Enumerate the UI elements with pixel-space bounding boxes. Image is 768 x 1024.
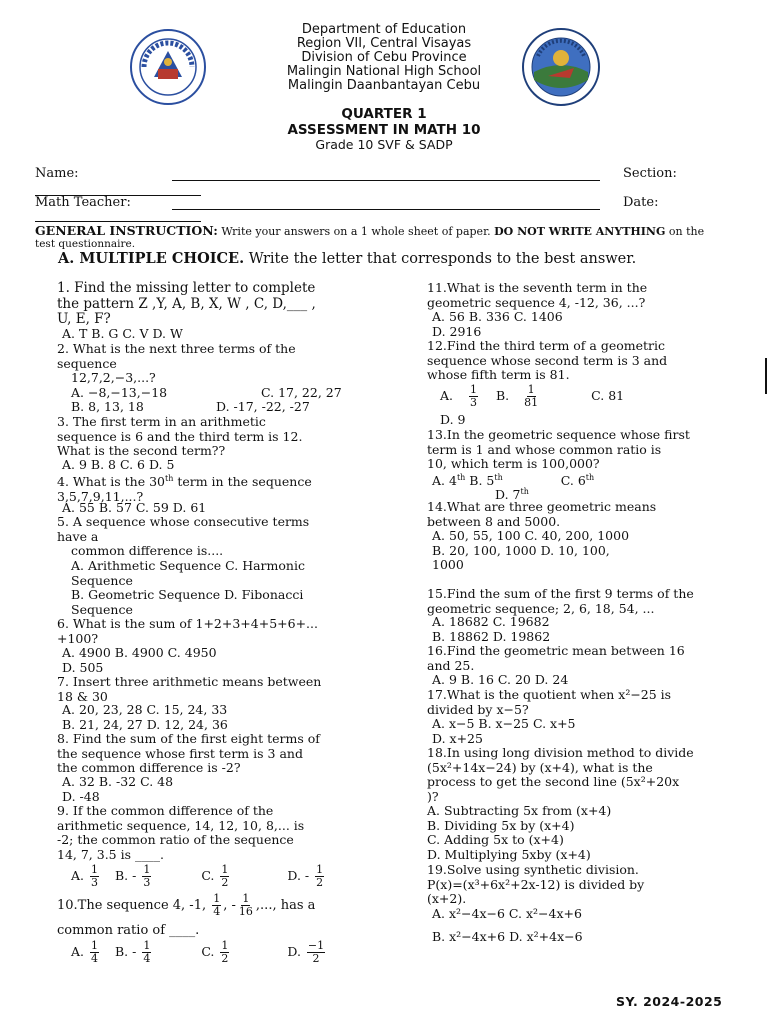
q19-options-line-1: A. x²−4x−6 C. x²−4x+6 bbox=[432, 906, 582, 921]
q9-c-den: 2 bbox=[221, 876, 229, 889]
q15-line-1: 15.Find the sum of the first 9 terms of the bbox=[427, 586, 694, 601]
q5-options bbox=[71, 559, 305, 617]
q8-options bbox=[62, 775, 173, 804]
part-a-heading bbox=[58, 250, 636, 267]
q2-option-a: A. −8,−13,−18 bbox=[71, 385, 168, 400]
q3-line-3: What is the second term?? bbox=[57, 443, 226, 459]
q18-line-4: )? bbox=[427, 788, 439, 804]
q4-sup: th bbox=[164, 474, 174, 483]
q7-options bbox=[62, 703, 228, 732]
q10-f1-den: 4 bbox=[213, 905, 221, 918]
q10-fraction-2 bbox=[238, 893, 254, 918]
question-15 bbox=[427, 587, 694, 616]
q9-line-4: 14, 7, 3.5 is ____. bbox=[57, 846, 164, 862]
q13-line-3: 10, which term is 100,000? bbox=[427, 456, 600, 472]
q14-options-line-2: B. 20, 100, 1000 D. 10, 100, bbox=[432, 542, 610, 558]
q5-options-line-3: B. Geometric Sequence D. Fibonacci bbox=[71, 587, 304, 603]
q18-options-line-2: B. Dividing 5x by (x+4) bbox=[427, 817, 575, 833]
q10-b-num: 1 bbox=[143, 939, 151, 952]
q9-c-num: 1 bbox=[221, 863, 229, 876]
q9-option-a: A. bbox=[71, 868, 85, 883]
q10-f2-num: 1 bbox=[242, 892, 250, 905]
q10-option-d-fraction bbox=[307, 940, 325, 965]
q9-line-2: arithmetic sequence, 14, 12, 10, 8,... is bbox=[57, 817, 305, 833]
q18-options-line-1: A. Subtracting 5x from (x+4) bbox=[427, 803, 612, 818]
general-instruction bbox=[35, 224, 735, 238]
q13-a-sup: th bbox=[456, 473, 466, 482]
q1-line-3: U, E, F? bbox=[57, 311, 111, 327]
q10-f1-num: 1 bbox=[213, 892, 221, 905]
question-10 bbox=[57, 893, 315, 918]
question-13 bbox=[427, 428, 690, 472]
q16-options: A. 9 B. 16 C. 20 D. 24 bbox=[432, 672, 569, 687]
q10-d-num: −1 bbox=[307, 939, 325, 952]
name-label: Name: bbox=[35, 166, 79, 181]
q9-a-den: 3 bbox=[91, 876, 98, 889]
q10-option-a: A. bbox=[71, 944, 85, 959]
q17-line-1: 17.What is the quotient when x²−25 is bbox=[427, 687, 672, 702]
q6-line-1: 6. What is the sum of 1+2+3+4+5+6+... bbox=[57, 616, 318, 631]
q12-line-3: whose fifth term is 81. bbox=[427, 367, 570, 383]
instruction-label: GENERAL INSTRUCTION: bbox=[35, 223, 218, 238]
q10-b-den: 4 bbox=[143, 952, 151, 965]
q11-options-line-2: D. 2916 bbox=[432, 323, 482, 339]
q13-line-2: term is 1 and whose common ratio is bbox=[427, 441, 662, 457]
question-5 bbox=[57, 515, 309, 559]
question-3 bbox=[57, 415, 302, 459]
instruction-bold: DO NOT WRITE ANYTHING bbox=[494, 225, 666, 238]
q3-options: A. 9 B. 8 C. 6 D. 5 bbox=[62, 457, 175, 472]
q18-options bbox=[427, 804, 611, 862]
question-9 bbox=[57, 804, 304, 862]
q6-options bbox=[62, 646, 217, 675]
question-2 bbox=[57, 342, 296, 386]
teacher-label: Math Teacher: bbox=[35, 195, 131, 210]
part-a-label: A. MULTIPLE CHOICE. bbox=[58, 250, 245, 267]
q17-options-line-2: D. x+25 bbox=[432, 730, 483, 746]
q11-line-2: geometric sequence 4, -12, 36, ...? bbox=[427, 294, 646, 310]
q13-option-d: D. 7 bbox=[495, 487, 521, 503]
q10-d-den: 2 bbox=[312, 952, 320, 965]
q10-c-num: 1 bbox=[221, 939, 229, 952]
q13-option-b: B. 5 bbox=[465, 473, 495, 489]
q14-options-line-3: 1000 bbox=[432, 557, 464, 573]
q8-line-1: 8. Find the sum of the first eight terms of bbox=[57, 731, 320, 746]
q18-line-1: 18.In using long division method to divide bbox=[427, 745, 694, 760]
q4-line-2: 3,5,7,9,11,...? bbox=[57, 488, 144, 504]
q1-options: A. T B. G C. V D. W bbox=[62, 326, 183, 341]
q10-option-d: D. bbox=[287, 944, 301, 959]
q12-option-b-fraction bbox=[523, 384, 539, 409]
q10-text-b: , - bbox=[223, 898, 236, 913]
q10-option-c: C. bbox=[201, 944, 215, 959]
q15-options-line-1: A. 18682 C. 19682 bbox=[432, 614, 550, 629]
q18-options-line-3: C. Adding 5x to (x+4) bbox=[427, 832, 564, 848]
q9-option-a-fraction bbox=[90, 864, 99, 889]
q8-options-line-2: D. -48 bbox=[62, 788, 100, 804]
q10-a-den: 4 bbox=[91, 952, 98, 965]
question-1 bbox=[57, 281, 316, 328]
q14-options bbox=[432, 529, 629, 573]
q10-options bbox=[71, 940, 327, 965]
q11-options-line-1: A. 56 B. 336 C. 1406 bbox=[432, 309, 563, 324]
q5-line-3: common difference is.... bbox=[71, 543, 224, 559]
q5-line-1: 5. A sequence whose consecutive terms bbox=[57, 514, 310, 529]
q9-option-d: D. - bbox=[287, 868, 310, 883]
q9-a-num: 1 bbox=[91, 863, 98, 876]
q7-line-2: 18 & 30 bbox=[57, 688, 108, 704]
q9-option-c-fraction bbox=[220, 864, 229, 889]
q15-options-line-2: B. 18862 D. 19862 bbox=[432, 628, 551, 644]
question-7 bbox=[57, 675, 321, 704]
grade-subtitle: Grade 10 SVF & SADP bbox=[315, 137, 453, 152]
header-department: Department of Education bbox=[301, 22, 467, 37]
q15-options bbox=[432, 615, 550, 644]
q10-line-2: common ratio of ____. bbox=[57, 923, 200, 938]
q2-line-3: 12,7,2,−3,...? bbox=[71, 370, 156, 386]
q9-d-num: 1 bbox=[316, 863, 324, 876]
q12-a-den: 3 bbox=[470, 396, 477, 409]
q13-option-c: C. 6 bbox=[560, 473, 586, 489]
q9-line-3: -2; the common ratio of the sequence bbox=[57, 832, 294, 848]
q13-d-sup: th bbox=[520, 487, 529, 496]
q9-option-d-fraction bbox=[315, 864, 324, 889]
q8-line-3: the common difference is -2? bbox=[57, 760, 241, 776]
q1-line-2: the pattern Z ,Y, A, B, X, W , C, D,___ , bbox=[57, 295, 316, 312]
q9-b-den: 3 bbox=[143, 876, 151, 889]
q18-line-2: (5x²+14x−24) by (x+4), what is the bbox=[427, 759, 653, 775]
q12-option-a: A. bbox=[440, 388, 454, 403]
header-division: Division of Cebu Province bbox=[301, 50, 467, 65]
date-label: Date: bbox=[623, 195, 659, 210]
q11-options bbox=[432, 310, 563, 339]
q14-options-line-1: A. 50, 55, 100 C. 40, 200, 1000 bbox=[432, 528, 630, 543]
q10-text-a: 10.The sequence 4, -1, bbox=[57, 898, 207, 913]
instruction-text-2: on the bbox=[665, 225, 705, 238]
q5-line-2: have a bbox=[57, 528, 99, 544]
q12-options bbox=[440, 384, 624, 409]
q2-line-1: 2. What is the next three terms of the bbox=[57, 341, 296, 356]
q19-line-3: (x+2). bbox=[427, 891, 467, 907]
q10-fraction-1 bbox=[212, 893, 221, 918]
q12-option-a-fraction bbox=[469, 384, 478, 409]
q2-option-c: C. 17, 22, 27 bbox=[261, 385, 342, 400]
q18-options-line-4: D. Multiplying 5xby (x+4) bbox=[427, 846, 591, 862]
q1-line-1: 1. Find the missing letter to complete bbox=[57, 280, 316, 296]
q7-options-line-2: B. 21, 24, 27 D. 12, 24, 36 bbox=[62, 716, 228, 732]
q7-options-line-1: A. 20, 23, 28 C. 15, 24, 33 bbox=[62, 702, 228, 717]
instruction-text-3: test questionnaire. bbox=[35, 238, 136, 250]
q16-line-1: 16.Find the geometric mean between 16 bbox=[427, 643, 685, 658]
question-12 bbox=[427, 339, 667, 383]
q19-options-spacer bbox=[432, 921, 583, 929]
q5-options-line-1: A. Arithmetic Sequence C. Harmonic bbox=[71, 558, 305, 573]
question-6 bbox=[57, 617, 318, 646]
q19-line-2: P(x)=(x³+6x²+2x-12) is divided by bbox=[427, 876, 645, 892]
q9-line-1: 9. If the common difference of the bbox=[57, 803, 274, 818]
q8-options-line-1: A. 32 B. -32 C. 48 bbox=[62, 774, 174, 789]
q12-b-num: 1 bbox=[527, 383, 535, 396]
header-region: Region VII, Central Visayas bbox=[296, 36, 472, 51]
q17-options bbox=[432, 717, 576, 746]
q14-line-1: 14.What are three geometric means bbox=[427, 499, 657, 514]
section-label: Section: bbox=[623, 166, 677, 181]
page-edge-mark bbox=[765, 358, 767, 394]
question-14 bbox=[427, 500, 656, 529]
q12-b-den: 81 bbox=[524, 396, 539, 409]
q19-options bbox=[432, 906, 583, 944]
q6-line-2: +100? bbox=[57, 630, 99, 646]
name-line[interactable] bbox=[172, 180, 600, 181]
q17-line-2: divided by x−5? bbox=[427, 701, 529, 717]
school-year-footer: SY. 2024-2025 bbox=[616, 994, 723, 1009]
q5-options-line-2: Sequence bbox=[71, 572, 133, 588]
q6-options-line-2: D. 505 bbox=[62, 659, 104, 675]
q4-options: A. 55 B. 57 C. 59 D. 61 bbox=[62, 500, 207, 515]
q10-option-a-fraction bbox=[90, 940, 99, 965]
date-line[interactable] bbox=[35, 221, 201, 222]
q3-line-2: sequence is 6 and the third term is 12. bbox=[57, 428, 303, 444]
teacher-line[interactable] bbox=[172, 209, 600, 210]
q12-line-1: 12.Find the third term of a geometric bbox=[427, 338, 665, 353]
question-11 bbox=[427, 281, 647, 310]
q9-option-b: B. - bbox=[114, 868, 137, 883]
q13-option-a: A. 4 bbox=[432, 473, 457, 489]
question-18 bbox=[427, 746, 694, 804]
q9-option-c: C. bbox=[201, 868, 215, 883]
q10-option-b: B. - bbox=[114, 944, 137, 959]
q7-line-1: 7. Insert three arithmetic means between bbox=[57, 674, 322, 689]
q3-line-1: 3. The first term in an arithmetic bbox=[57, 414, 266, 429]
q4-line-1 bbox=[57, 472, 312, 490]
q4-text-a: 4. What is the 30 bbox=[57, 474, 165, 490]
q11-line-1: 11.What is the seventh term in the bbox=[427, 280, 648, 295]
q16-line-2: and 25. bbox=[427, 657, 475, 673]
q18-line-3: process to get the second line (5x²+20x bbox=[427, 774, 680, 790]
q19-line-1: 19.Solve using synthetic division. bbox=[427, 862, 639, 877]
q8-line-2: the sequence whose first term is 3 and bbox=[57, 745, 303, 761]
q12-line-2: sequence whose second term is 3 and bbox=[427, 352, 668, 368]
q15-line-2: geometric sequence; 2, 6, 18, 54, ... bbox=[427, 600, 655, 616]
q13-line-1: 13.In the geometric sequence whose first bbox=[427, 427, 690, 442]
q12-option-d: D. 9 bbox=[440, 412, 466, 427]
question-17 bbox=[427, 688, 671, 717]
q2-option-d: D. -17, -22, -27 bbox=[216, 399, 310, 414]
q2-line-2: sequence bbox=[57, 355, 117, 371]
q10-option-c-fraction bbox=[220, 940, 229, 965]
q9-option-b-fraction bbox=[142, 864, 151, 889]
question-19 bbox=[427, 863, 644, 907]
q14-line-2: between 8 and 5000. bbox=[427, 513, 561, 529]
header-school: Malingin National High School bbox=[286, 64, 482, 79]
q10-f2-den: 16 bbox=[238, 905, 253, 918]
q12-option-b: B. bbox=[495, 388, 510, 403]
q13-c-sup: th bbox=[585, 473, 595, 482]
q2-option-b: B. 8, 13, 18 bbox=[71, 399, 144, 414]
q12-a-num: 1 bbox=[470, 383, 477, 396]
q10-option-b-fraction bbox=[142, 940, 151, 965]
question-16 bbox=[427, 644, 685, 673]
q17-options-line-1: A. x−5 B. x−25 C. x+5 bbox=[432, 716, 576, 731]
q13-b-sup: th bbox=[494, 473, 503, 482]
q6-options-line-1: A. 4900 B. 4900 C. 4950 bbox=[62, 645, 217, 660]
q9-options bbox=[71, 864, 326, 889]
q4-text-b: term in the sequence bbox=[173, 474, 312, 490]
q12-option-c: C. 81 bbox=[591, 388, 625, 403]
q9-d-den: 2 bbox=[316, 876, 324, 889]
assessment-title: ASSESSMENT IN MATH 10 bbox=[287, 122, 481, 138]
q10-text-c: ,..., has a bbox=[255, 898, 316, 913]
quarter-title: QUARTER 1 bbox=[341, 106, 427, 122]
q5-options-line-4: Sequence bbox=[71, 601, 133, 617]
q10-c-den: 2 bbox=[221, 952, 229, 965]
header-address: Malingin Daanbantayan Cebu bbox=[287, 78, 481, 93]
instruction-text: Write your answers on a 1 whole sheet of paper. bbox=[217, 225, 495, 238]
q10-a-num: 1 bbox=[91, 939, 98, 952]
q9-b-num: 1 bbox=[143, 863, 151, 876]
question-8 bbox=[57, 732, 320, 776]
part-a-text: Write the letter that corresponds to the best answer. bbox=[244, 251, 637, 267]
q19-options-line-3: B. x²−4x+6 D. x²+4x−6 bbox=[432, 929, 583, 944]
